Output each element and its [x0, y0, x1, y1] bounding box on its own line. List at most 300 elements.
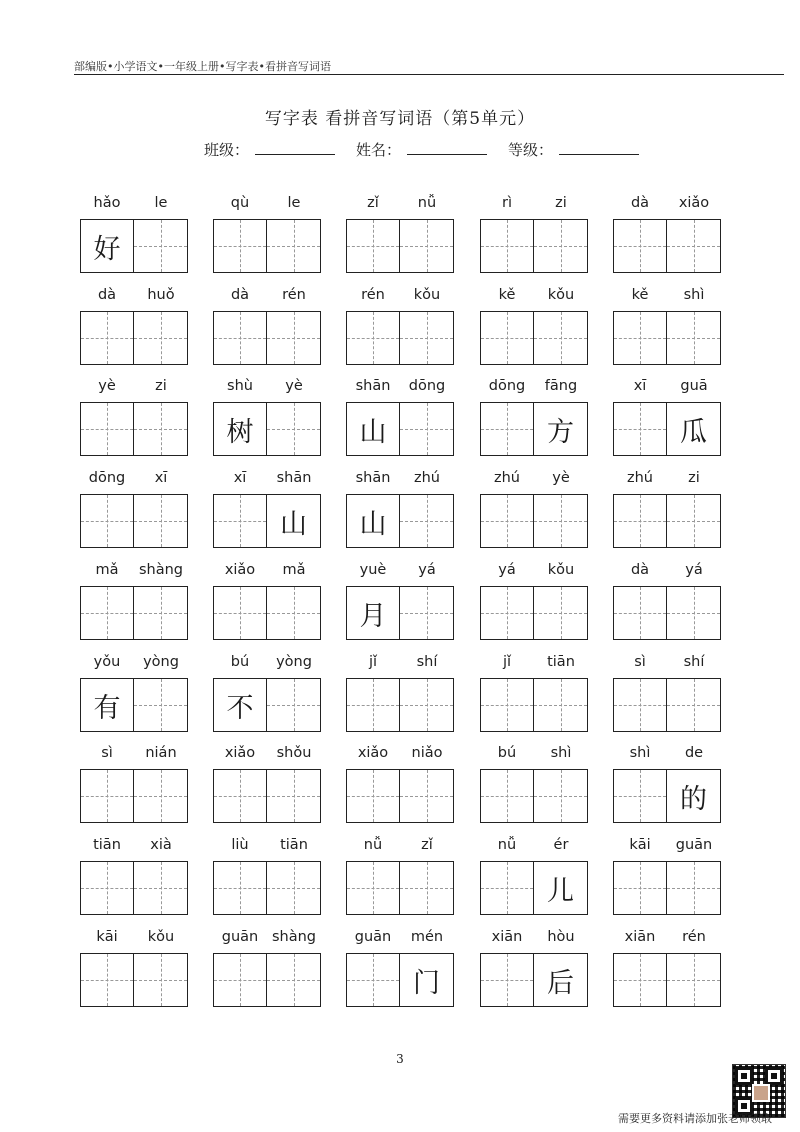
- pinyin-label: le: [154, 195, 168, 211]
- writing-cell[interactable]: [214, 220, 267, 272]
- tianzige-boxes: [480, 678, 588, 732]
- grade-field[interactable]: [508, 139, 639, 160]
- hanzi-char: 好: [81, 220, 133, 272]
- tianzige-boxes: [613, 586, 721, 640]
- guide-line-vertical: [107, 495, 108, 547]
- hanzi-char: 山: [347, 403, 399, 455]
- writing-cell[interactable]: [81, 587, 134, 639]
- word-item: [346, 745, 454, 825]
- writing-cell[interactable]: [481, 403, 534, 455]
- word-item: [480, 837, 588, 917]
- pinyin-label: nián: [145, 745, 177, 761]
- guide-line-vertical: [640, 770, 641, 822]
- guide-line-vertical: [161, 587, 162, 639]
- tianzige-boxes: [80, 861, 188, 915]
- pinyin-label: guān: [675, 837, 713, 853]
- hanzi-char: 门: [400, 954, 453, 1006]
- pinyin-label: kāi: [96, 929, 118, 945]
- tianzige-boxes: [80, 311, 188, 365]
- writing-cell[interactable]: [267, 587, 320, 639]
- guide-line-vertical: [507, 312, 508, 364]
- guide-line-vertical: [507, 220, 508, 272]
- writing-cell[interactable]: [481, 312, 534, 364]
- writing-cell[interactable]: [81, 220, 134, 272]
- word-item: [480, 195, 588, 275]
- hanzi-char: 山: [267, 495, 320, 547]
- writing-cell[interactable]: [214, 495, 267, 547]
- guide-line-vertical: [373, 954, 374, 1006]
- pinyin-label: kǒu: [547, 562, 575, 578]
- pinyin-label: nǚ: [417, 195, 437, 211]
- guide-line-vertical: [561, 679, 562, 731]
- tianzige-boxes: [480, 953, 588, 1007]
- writing-cell[interactable]: [134, 954, 187, 1006]
- pinyin-label: mǎ: [95, 562, 119, 578]
- pinyin-label: zhú: [414, 470, 440, 486]
- writing-cell[interactable]: [81, 403, 134, 455]
- pinyin-label: bú: [230, 654, 250, 670]
- tianzige-boxes: [480, 769, 588, 823]
- guide-line-vertical: [427, 403, 428, 455]
- guide-line-vertical: [240, 862, 241, 914]
- pinyin-label: huǒ: [147, 287, 175, 303]
- guide-line-vertical: [507, 403, 508, 455]
- writing-cell[interactable]: [214, 954, 267, 1006]
- avatar: [752, 1084, 770, 1102]
- tianzige-boxes: [613, 219, 721, 273]
- word-item: [80, 378, 188, 458]
- pinyin-label: rén: [282, 287, 306, 303]
- pinyin-label: xiǎo: [224, 745, 256, 761]
- guide-line-vertical: [694, 679, 695, 731]
- grade-label: 等级：: [508, 141, 554, 159]
- guide-line-vertical: [640, 403, 641, 455]
- tianzige-boxes: [613, 494, 721, 548]
- guide-line-vertical: [240, 770, 241, 822]
- writing-cell[interactable]: [534, 403, 587, 455]
- pinyin-label: shān: [355, 470, 391, 486]
- tianzige-boxes: [346, 311, 454, 365]
- pinyin-label: dà: [630, 562, 650, 578]
- word-item: [346, 654, 454, 734]
- writing-cell[interactable]: [614, 862, 667, 914]
- word-item: [80, 562, 188, 642]
- word-item: [480, 654, 588, 734]
- pinyin-label: shì: [550, 745, 572, 761]
- word-item: [346, 378, 454, 458]
- writing-cell[interactable]: [667, 770, 720, 822]
- writing-cell[interactable]: [481, 954, 534, 1006]
- pinyin-label: dà: [630, 195, 650, 211]
- writing-cell[interactable]: [214, 679, 267, 731]
- guide-line-vertical: [240, 495, 241, 547]
- word-item: [480, 929, 588, 1009]
- word-item: [613, 287, 721, 367]
- guide-line-vertical: [507, 954, 508, 1006]
- writing-cell[interactable]: [214, 587, 267, 639]
- writing-cell[interactable]: [81, 954, 134, 1006]
- tianzige-boxes: [613, 402, 721, 456]
- writing-cell[interactable]: [667, 220, 720, 272]
- tianzige-boxes: [480, 494, 588, 548]
- writing-cell[interactable]: [400, 587, 453, 639]
- writing-cell[interactable]: [347, 312, 400, 364]
- writing-cell[interactable]: [614, 312, 667, 364]
- writing-cell[interactable]: [347, 770, 400, 822]
- writing-cell[interactable]: [667, 954, 720, 1006]
- word-item: [80, 837, 188, 917]
- guide-line-vertical: [294, 403, 295, 455]
- tianzige-boxes: [480, 861, 588, 915]
- guide-line-vertical: [640, 587, 641, 639]
- word-item: [613, 837, 721, 917]
- pinyin-label: dà: [230, 287, 250, 303]
- word-item: [80, 287, 188, 367]
- pinyin-label: shì: [683, 287, 705, 303]
- word-item: [613, 470, 721, 550]
- pinyin-label: jǐ: [368, 654, 378, 670]
- guide-line-vertical: [427, 862, 428, 914]
- tianzige-boxes: [480, 586, 588, 640]
- writing-cell[interactable]: [400, 495, 453, 547]
- guide-line-vertical: [373, 220, 374, 272]
- writing-cell[interactable]: [267, 954, 320, 1006]
- pinyin-label: zi: [688, 470, 700, 486]
- name-field[interactable]: [356, 139, 487, 160]
- writing-cell[interactable]: [134, 770, 187, 822]
- writing-cell[interactable]: [134, 862, 187, 914]
- guide-line-vertical: [373, 312, 374, 364]
- word-item: [346, 287, 454, 367]
- writing-cell[interactable]: [667, 495, 720, 547]
- guide-line-vertical: [161, 220, 162, 272]
- tianzige-boxes: [346, 861, 454, 915]
- pinyin-label: tiān: [93, 837, 121, 853]
- pinyin-label: zi: [555, 195, 567, 211]
- writing-cell[interactable]: [614, 587, 667, 639]
- guide-line-vertical: [107, 770, 108, 822]
- word-item: [613, 929, 721, 1009]
- writing-cell[interactable]: [267, 679, 320, 731]
- tianzige-boxes: [80, 678, 188, 732]
- guide-line-vertical: [561, 495, 562, 547]
- guide-line-vertical: [427, 312, 428, 364]
- writing-cell[interactable]: [81, 495, 134, 547]
- word-item: [613, 654, 721, 734]
- guide-line-vertical: [161, 770, 162, 822]
- pinyin-label: zǐ: [421, 837, 433, 853]
- pinyin-label: shàng: [271, 929, 317, 945]
- guide-line-vertical: [561, 587, 562, 639]
- pinyin-label: yuè: [359, 562, 387, 578]
- tianzige-boxes: [346, 586, 454, 640]
- pinyin-label: kě: [498, 287, 516, 303]
- writing-cell[interactable]: [614, 495, 667, 547]
- writing-cell[interactable]: [667, 679, 720, 731]
- writing-cell[interactable]: [134, 312, 187, 364]
- writing-cell[interactable]: [134, 587, 187, 639]
- writing-cell[interactable]: [614, 679, 667, 731]
- writing-cell[interactable]: [400, 770, 453, 822]
- word-item: [213, 378, 321, 458]
- writing-cell[interactable]: [267, 770, 320, 822]
- pinyin-label: kě: [631, 287, 649, 303]
- tianzige-boxes: [213, 402, 321, 456]
- writing-cell[interactable]: [534, 495, 587, 547]
- guide-line-vertical: [427, 770, 428, 822]
- word-item: [80, 195, 188, 275]
- writing-cell[interactable]: [481, 495, 534, 547]
- pinyin-label: kāi: [629, 837, 651, 853]
- word-item: [213, 837, 321, 917]
- pinyin-label: de: [684, 745, 704, 761]
- hanzi-char: 山: [347, 495, 399, 547]
- guide-line-vertical: [561, 220, 562, 272]
- writing-cell[interactable]: [400, 679, 453, 731]
- word-item: [80, 654, 188, 734]
- tianzige-boxes: [480, 219, 588, 273]
- word-item: [346, 470, 454, 550]
- pinyin-label: ér: [553, 837, 569, 853]
- word-item: [613, 562, 721, 642]
- word-item: [213, 745, 321, 825]
- writing-cell[interactable]: [400, 312, 453, 364]
- word-item: [346, 562, 454, 642]
- word-item: [213, 562, 321, 642]
- promo-text: 需要更多资料请添加张老师领取: [618, 1112, 772, 1125]
- writing-cell[interactable]: [347, 954, 400, 1006]
- name-blank[interactable]: [407, 140, 487, 155]
- pinyin-label: xī: [233, 470, 247, 486]
- guide-line-vertical: [240, 312, 241, 364]
- pinyin-label: yè: [285, 378, 303, 394]
- class-label: 班级：: [204, 141, 250, 159]
- word-item: [480, 378, 588, 458]
- writing-cell[interactable]: [347, 220, 400, 272]
- qr-finder-icon: [765, 1067, 783, 1085]
- writing-cell[interactable]: [214, 862, 267, 914]
- writing-cell[interactable]: [81, 770, 134, 822]
- word-item: [80, 929, 188, 1009]
- class-blank[interactable]: [255, 140, 335, 155]
- pinyin-label: xī: [154, 470, 168, 486]
- pinyin-label: shí: [416, 654, 438, 670]
- writing-cell[interactable]: [267, 312, 320, 364]
- guide-line-vertical: [161, 954, 162, 1006]
- guide-line-vertical: [294, 954, 295, 1006]
- guide-line-vertical: [507, 679, 508, 731]
- word-item: [213, 929, 321, 1009]
- writing-cell[interactable]: [134, 403, 187, 455]
- guide-line-vertical: [107, 312, 108, 364]
- writing-cell[interactable]: [347, 495, 400, 547]
- guide-line-vertical: [240, 220, 241, 272]
- pinyin-label: le: [287, 195, 301, 211]
- word-item: [480, 287, 588, 367]
- guide-line-vertical: [640, 495, 641, 547]
- guide-line-vertical: [507, 770, 508, 822]
- tianzige-boxes: [213, 861, 321, 915]
- pinyin-label: tiān: [280, 837, 308, 853]
- pinyin-label: dà: [97, 287, 117, 303]
- writing-cell[interactable]: [267, 862, 320, 914]
- pinyin-label: yè: [98, 378, 116, 394]
- writing-cell[interactable]: [534, 587, 587, 639]
- guide-line-vertical: [694, 862, 695, 914]
- writing-cell[interactable]: [534, 220, 587, 272]
- guide-line-vertical: [427, 220, 428, 272]
- guide-line-vertical: [294, 220, 295, 272]
- pinyin-label: niǎo: [411, 745, 443, 761]
- writing-cell[interactable]: [267, 403, 320, 455]
- writing-cell[interactable]: [347, 587, 400, 639]
- guide-line-vertical: [507, 587, 508, 639]
- word-item: [613, 378, 721, 458]
- pinyin-label: rén: [682, 929, 706, 945]
- word-item: [346, 929, 454, 1009]
- page-title: 写字表 看拼音写词语（第5单元）: [264, 109, 536, 129]
- writing-cell[interactable]: [400, 862, 453, 914]
- pinyin-label: shí: [683, 654, 705, 670]
- writing-cell[interactable]: [667, 862, 720, 914]
- guide-line-vertical: [507, 862, 508, 914]
- word-item: [480, 745, 588, 825]
- writing-cell[interactable]: [400, 403, 453, 455]
- tianzige-boxes: [613, 953, 721, 1007]
- tianzige-boxes: [613, 678, 721, 732]
- writing-cell[interactable]: [134, 679, 187, 731]
- writing-cell[interactable]: [214, 770, 267, 822]
- tianzige-boxes: [80, 586, 188, 640]
- pinyin-label: zhú: [627, 470, 653, 486]
- header-divider: [74, 74, 784, 75]
- guide-line-vertical: [427, 679, 428, 731]
- word-item: [213, 654, 321, 734]
- pinyin-label: xiǎo: [357, 745, 389, 761]
- tianzige-boxes: [213, 769, 321, 823]
- hanzi-char: 后: [534, 954, 587, 1006]
- pinyin-label: yè: [552, 470, 570, 486]
- pinyin-label: qù: [230, 195, 250, 211]
- guide-line-vertical: [640, 220, 641, 272]
- writing-cell[interactable]: [481, 220, 534, 272]
- writing-cell[interactable]: [347, 862, 400, 914]
- writing-cell[interactable]: [134, 220, 187, 272]
- guide-line-vertical: [161, 495, 162, 547]
- writing-cell[interactable]: [481, 587, 534, 639]
- guide-line-vertical: [107, 587, 108, 639]
- guide-line-vertical: [240, 954, 241, 1006]
- guide-line-vertical: [373, 770, 374, 822]
- class-field[interactable]: [204, 139, 335, 160]
- pinyin-label: yǒu: [93, 654, 121, 670]
- writing-cell[interactable]: [134, 495, 187, 547]
- writing-cell[interactable]: [534, 770, 587, 822]
- guide-line-vertical: [640, 954, 641, 1006]
- pinyin-label: zǐ: [367, 195, 379, 211]
- writing-cell[interactable]: [614, 403, 667, 455]
- guide-line-vertical: [294, 312, 295, 364]
- pinyin-label: sì: [101, 745, 113, 761]
- grade-blank[interactable]: [559, 140, 639, 155]
- writing-cell[interactable]: [267, 495, 320, 547]
- writing-cell[interactable]: [614, 954, 667, 1006]
- word-item: [346, 195, 454, 275]
- pinyin-label: dōng: [88, 470, 126, 486]
- pinyin-label: rì: [502, 195, 512, 211]
- guide-line-vertical: [640, 862, 641, 914]
- pinyin-label: yá: [685, 562, 703, 578]
- tianzige-boxes: [613, 311, 721, 365]
- pinyin-label: xiān: [491, 929, 523, 945]
- pinyin-label: dōng: [488, 378, 526, 394]
- writing-cell[interactable]: [481, 862, 534, 914]
- guide-line-vertical: [427, 587, 428, 639]
- word-item: [213, 195, 321, 275]
- writing-cell[interactable]: [534, 312, 587, 364]
- pinyin-label: zi: [155, 378, 167, 394]
- pinyin-label: hǎo: [93, 195, 121, 211]
- writing-cell[interactable]: [400, 954, 453, 1006]
- hanzi-char: 方: [534, 403, 587, 455]
- pinyin-label: shān: [355, 378, 391, 394]
- tianzige-boxes: [213, 586, 321, 640]
- writing-cell[interactable]: [667, 312, 720, 364]
- writing-cell[interactable]: [667, 403, 720, 455]
- pinyin-label: mǎ: [282, 562, 306, 578]
- writing-cell[interactable]: [214, 312, 267, 364]
- pinyin-label: hòu: [547, 929, 575, 945]
- guide-line-vertical: [161, 862, 162, 914]
- guide-line-vertical: [294, 862, 295, 914]
- writing-cell[interactable]: [81, 679, 134, 731]
- writing-cell[interactable]: [614, 770, 667, 822]
- guide-line-vertical: [640, 312, 641, 364]
- pinyin-label: zhú: [494, 470, 520, 486]
- word-item: [213, 470, 321, 550]
- tianzige-boxes: [213, 494, 321, 548]
- pinyin-label: nǚ: [363, 837, 383, 853]
- pinyin-label: shàng: [138, 562, 184, 578]
- writing-cell[interactable]: [534, 862, 587, 914]
- writing-cell[interactable]: [214, 403, 267, 455]
- writing-cell[interactable]: [481, 679, 534, 731]
- writing-cell[interactable]: [667, 587, 720, 639]
- writing-cell[interactable]: [534, 954, 587, 1006]
- pinyin-label: liù: [231, 837, 249, 853]
- guide-line-vertical: [373, 862, 374, 914]
- guide-line-vertical: [694, 220, 695, 272]
- writing-cell[interactable]: [347, 679, 400, 731]
- writing-cell[interactable]: [81, 862, 134, 914]
- pinyin-label: guān: [221, 929, 259, 945]
- tianzige-boxes: [613, 769, 721, 823]
- writing-cell[interactable]: [347, 403, 400, 455]
- writing-cell[interactable]: [534, 679, 587, 731]
- guide-line-vertical: [294, 679, 295, 731]
- writing-cell[interactable]: [614, 220, 667, 272]
- writing-cell[interactable]: [400, 220, 453, 272]
- pinyin-label: shù: [227, 378, 253, 394]
- guide-line-vertical: [694, 495, 695, 547]
- hanzi-char: 有: [81, 679, 133, 731]
- pinyin-label: dōng: [408, 378, 446, 394]
- writing-cell[interactable]: [81, 312, 134, 364]
- tianzige-boxes: [80, 402, 188, 456]
- writing-cell[interactable]: [481, 770, 534, 822]
- writing-cell[interactable]: [267, 220, 320, 272]
- pinyin-label: fāng: [544, 378, 578, 394]
